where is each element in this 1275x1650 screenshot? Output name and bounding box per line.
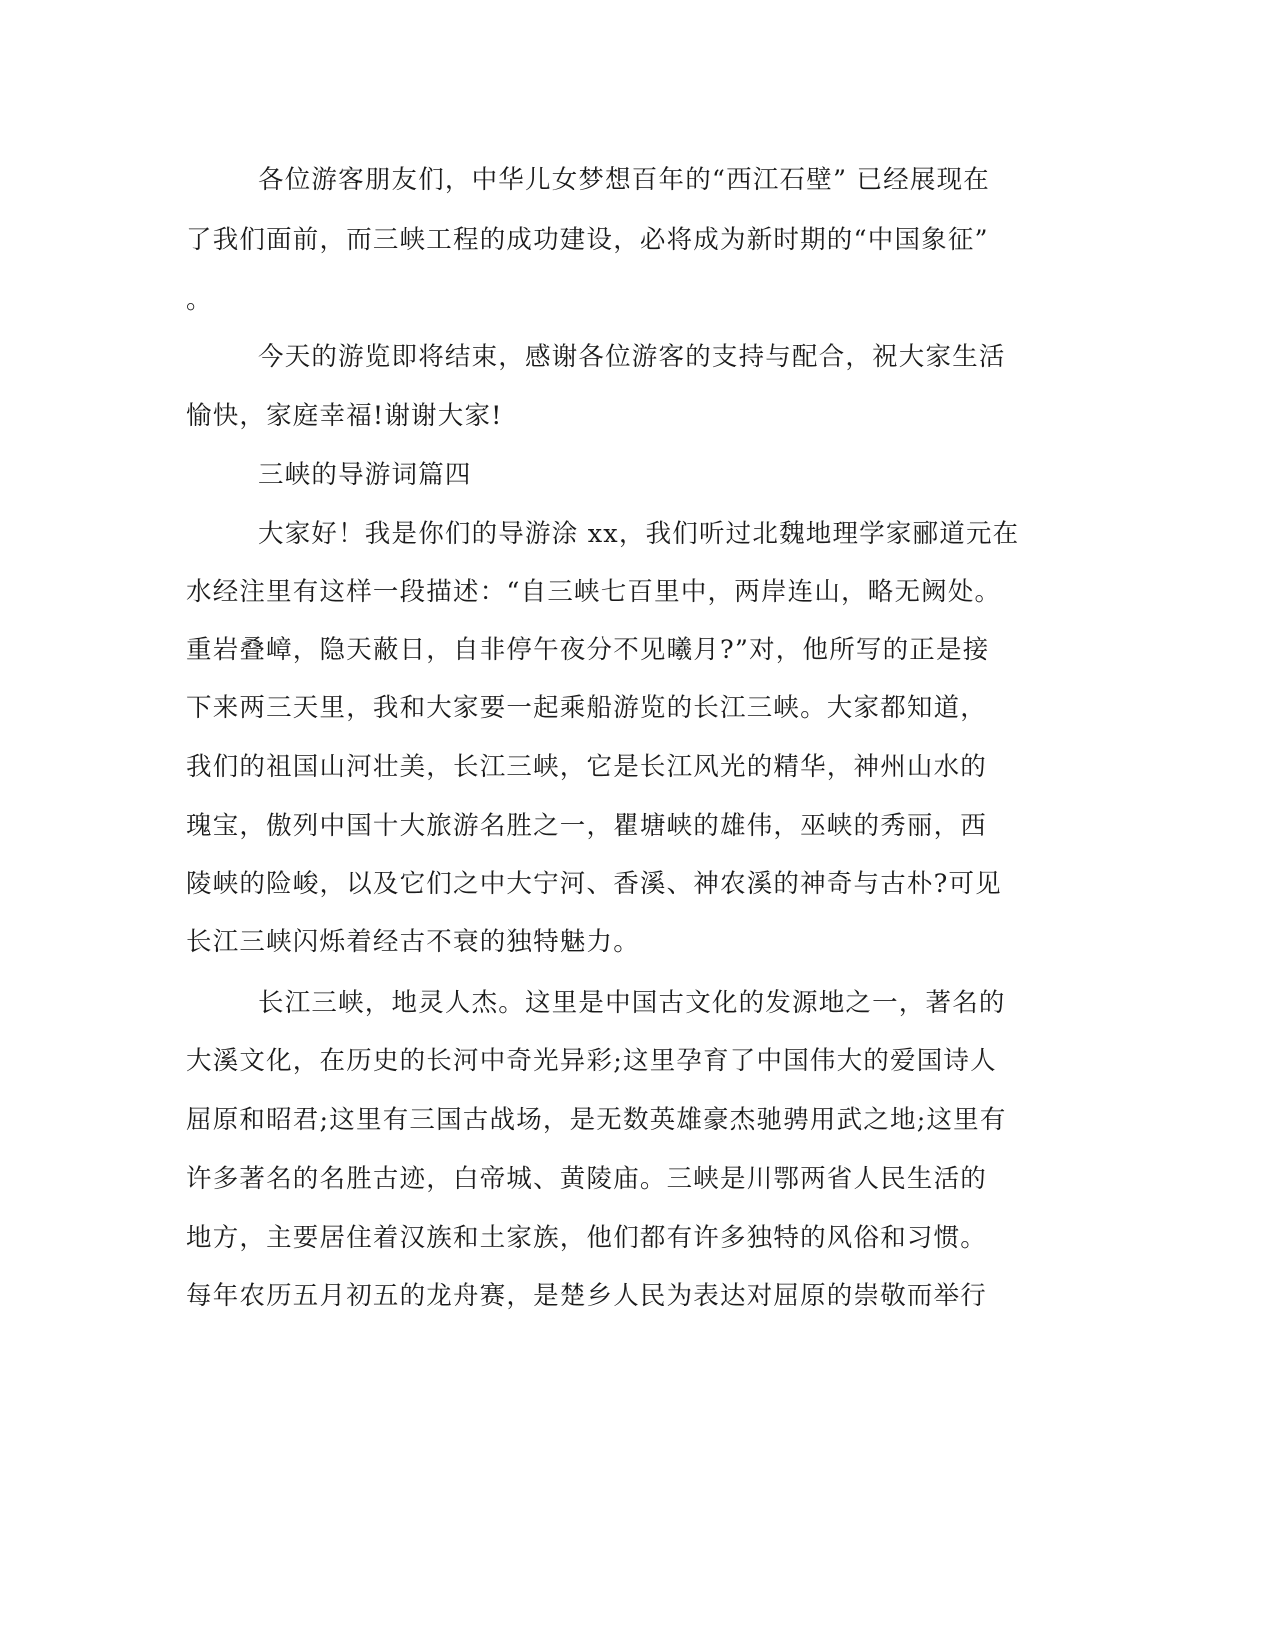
paragraph-line: 愉快，家庭幸福!谢谢大家! (186, 401, 503, 431)
paragraph-line: 陵峡的险峻，以及它们之中大宁河、香溪、神农溪的神奇与古朴?可见 (186, 869, 1002, 899)
paragraph-line: 了我们面前，而三峡工程的成功建设，必将成为新时期的“中国象征” (186, 225, 989, 255)
paragraph-line: 大溪文化，在历史的长河中奇光异彩;这里孕育了中国伟大的爱国诗人 (186, 1046, 997, 1076)
paragraph-line: 下来两三天里，我和大家要一起乘船游览的长江三峡。大家都知道， (186, 693, 988, 723)
section-heading: 三峡的导游词篇四 (258, 460, 472, 490)
paragraph-line: 长江三峡，地灵人杰。这里是中国古文化的发源地之一，著名的 (258, 988, 1006, 1018)
paragraph-line: 我们的祖国山河壮美，长江三峡，它是长江风光的精华，神州山水的 (186, 752, 988, 782)
paragraph-line: 重岩叠嶂，隐天蔽日，自非停午夜分不见曦月?”对，他所写的正是接 (186, 635, 990, 665)
paragraph-line: 许多著名的名胜古迹，白帝城、黄陵庙。三峡是川鄂两省人民生活的 (186, 1164, 988, 1194)
paragraph-line: 。 (186, 285, 213, 315)
paragraph-line: 今天的游览即将结束，感谢各位游客的支持与配合，祝大家生活 (258, 342, 1006, 372)
paragraph-line: 各位游客朋友们，中华儿女梦想百年的“西江石壁” 已经展现在 (258, 165, 990, 195)
paragraph-line: 每年农历五月初五的龙舟赛，是楚乡人民为表达对屈原的崇敬而举行 (186, 1281, 988, 1311)
paragraph-line: 地方，主要居住着汉族和土家族，他们都有许多独特的风俗和习惯。 (186, 1223, 988, 1253)
paragraph-line: 长江三峡闪烁着经古不衰的独特魅力。 (186, 927, 640, 957)
paragraph-line: 屈原和昭君;这里有三国古战场，是无数英雄豪杰驰骋用武之地;这里有 (186, 1105, 1007, 1135)
paragraph-line: 水经注里有这样一段描述：“自三峡七百里中，两岸连山，略无阙处。 (186, 577, 1002, 607)
paragraph-line: 大家好！我是你们的导游涂 xx，我们听过北魏地理学家郦道元在 (258, 519, 1020, 549)
paragraph-line: 瑰宝，傲列中国十大旅游名胜之一，瞿塘峡的雄伟，巫峡的秀丽，西 (186, 811, 988, 841)
